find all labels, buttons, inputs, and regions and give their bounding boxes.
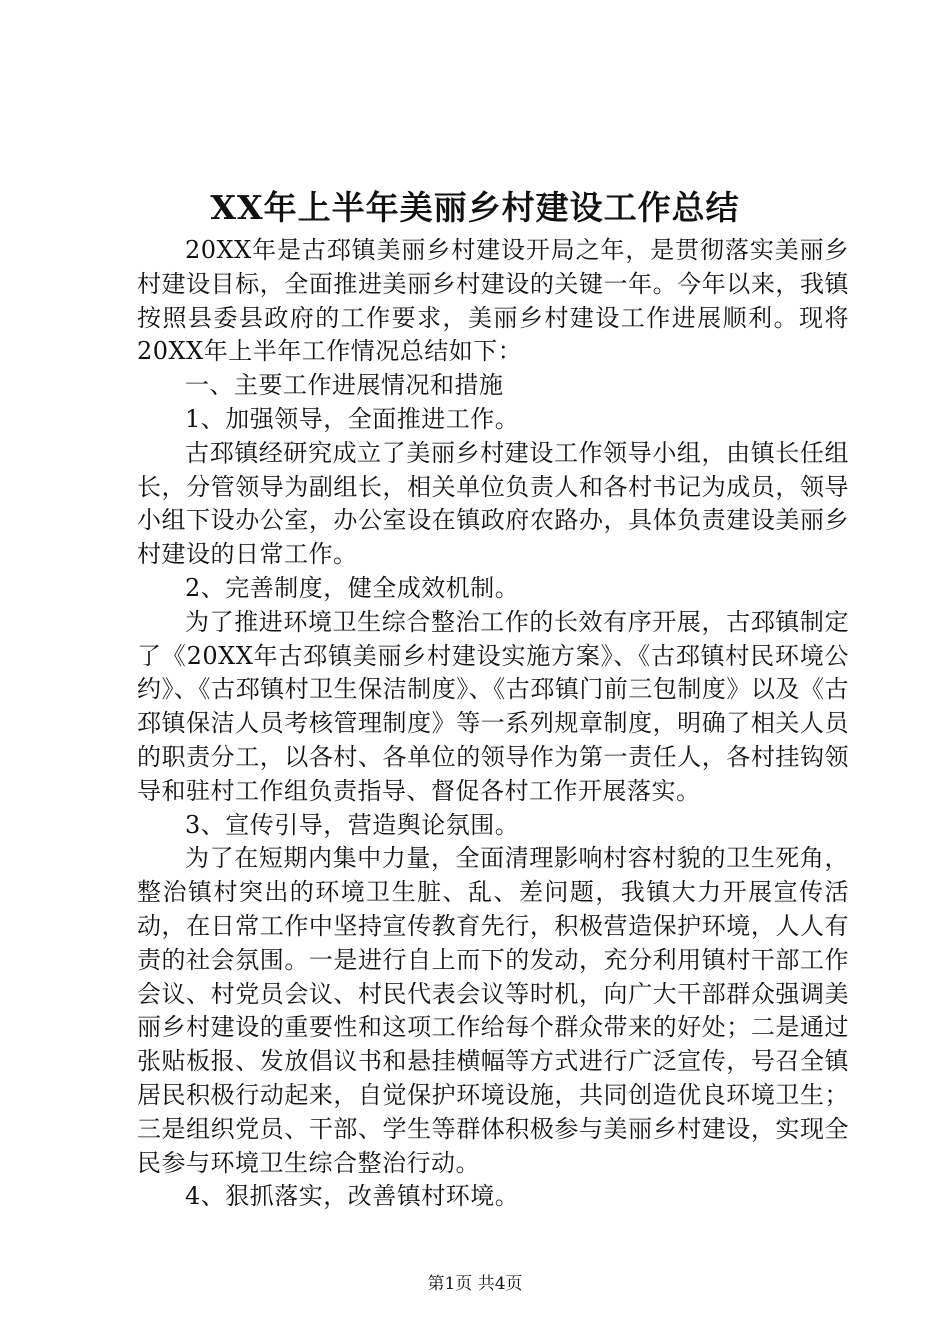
paragraph-intro: 20XX年是古邳镇美丽乡村建设开局之年，是贯彻落实美丽乡村建设目标，全面推进美丽乡村建设的关键一年。今年以来，我镇按照县委县政府的工作要求，美丽乡村建设工作进展顺利。现将20XX年上半年工作情况总结如下：	[137, 236, 849, 366]
paragraph-system: 为了推进环境卫生综合整治工作的长效有序开展，古邳镇制定了《20XX年古邳镇美丽乡村建设实施方案》、《古邳镇村民环境公约》、《古邳镇村卫生保洁制度》、《古邳镇门前三包制度》以及《古邳镇保洁人员考核管理制度》等一系列规章制度，明确了相关人员的职责分工，以各村、各单位的领导作为第一责任人，各村挂钩领导和驻村工作组负责指导、督促各村工作开展落实。	[137, 607, 849, 805]
section-heading-main-progress: 一、主要工作进展情况和措施	[185, 371, 504, 400]
paragraph-leadership: 古邳镇经研究成立了美丽乡村建设工作领导小组，由镇长任组长，分管领导为副组长，相关单位负责人和各村书记为成员，领导小组下设办公室，办公室设在镇政府农路办，具体负责建设美丽乡村建设的日常工作。	[137, 438, 849, 569]
paragraph-publicity: 为了在短期内集中力量，全面清理影响村容村貌的卫生死角，整治镇村突出的环境卫生脏、乱、差问题，我镇大力开展宣传活动，在日常工作中坚持宣传教育先行，积极营造保护环境，人人有责的社会氛围。一是进行自上而下的发动，充分利用镇村干部工作会议、村党员会议、村民代表会议等时机，向广大干部群众强调美丽乡村建设的重要性和这项工作给每个群众带来的好处；二是通过张贴板报、发放倡议书和悬挂横幅等方式进行广泛宣传，号召全镇居民积极行动起来，自觉保护环境设施，共同创造优良环境卫生；三是组织党员、干部、学生等群体积极参与美丽乡村建设，实现全民参与环境卫生综合整治行动。	[137, 844, 849, 1177]
subheading-system: 2、完善制度，健全成效机制。	[185, 573, 520, 602]
subheading-leadership: 1、加强领导，全面推进工作。	[185, 404, 520, 433]
subheading-implementation: 4、狠抓落实，改善镇村环境。	[185, 1182, 520, 1211]
document-body	[137, 234, 849, 1214]
document-title: XX年上半年美丽乡村建设工作总结	[210, 188, 740, 227]
page-number-footer: 第1页 共4页	[427, 1274, 523, 1294]
subheading-publicity: 3、宣传引导，营造舆论氛围。	[185, 810, 520, 839]
